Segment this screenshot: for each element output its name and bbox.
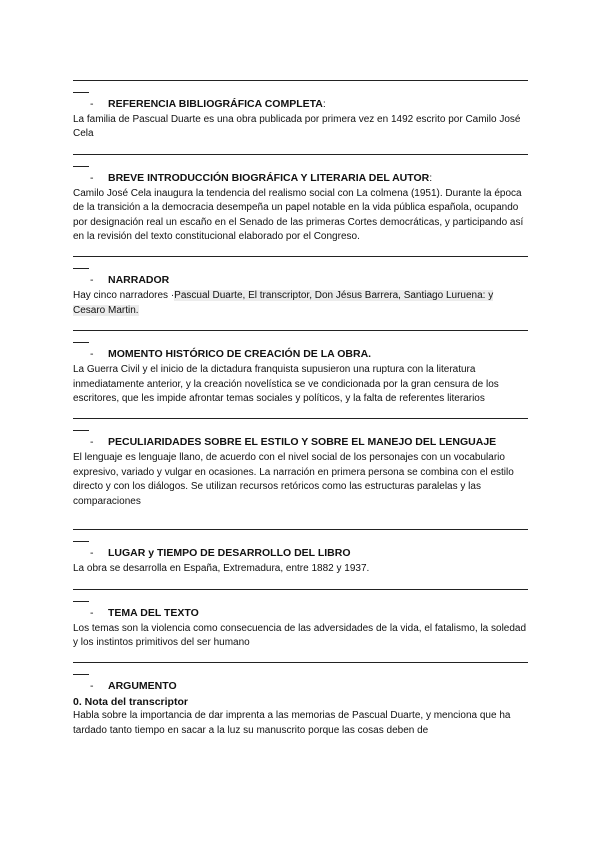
divider-rule bbox=[73, 320, 528, 344]
section-text-biografia: Camilo José Cela inaugura la tendencia del realismo social con La colmena (1951). Durante la época de la transición a la democracia desempeña un papel notable en la vida pública española, ocupando por designación real un escaño en el Senado de las primeras Cortes democráticas, y participando así en la revisión del texto constitucional elaborado por el Congreso. bbox=[73, 187, 524, 243]
divider-rule bbox=[73, 519, 528, 543]
divider-rule bbox=[73, 144, 528, 168]
section-text-argumento: Habla sobre la importancia de dar imprenta a las memorias de Pascual Duarte, y menciona que ha tardado tanto tiempo en sacar a la luz su manuscrito porque las cosas deben de bbox=[73, 710, 511, 736]
section-heading-estilo: - PECULIARIDADES SOBRE EL ESTILO Y SOBRE EL MANEJO DEL LENGUAJE bbox=[90, 436, 497, 449]
divider-rule bbox=[73, 246, 528, 270]
divider-rule bbox=[73, 70, 528, 94]
section-text-momento: La Guerra Civil y el inicio de la dictadura franquista supusieron una ruptura con la literatura inmediatamente anterior, y la creación novelística se ve condicionada por la gran censura de los escritores, que les impide afrontar temas sociales y políticos, y la falta de referentes literarios bbox=[73, 364, 499, 405]
section-text-estilo: El lenguaje es lenguaje llano, de acuerdo con el nivel social de los personajes con un vocabulario expresivo, variado y vulgar en ocasiones. La narración en primera persona se combina con el estilo directo y con los diálogos. Se utilizan recursos retóricos como las estructuras paralelas y las comparaciones bbox=[73, 452, 514, 507]
section-heading-lugar: - LUGAR y TIEMPO DE DESARROLLO DEL LIBRO bbox=[90, 547, 351, 560]
highlighted-narrators: Pascual Duarte, El transcriptor, Don Jésus Barrera, Santiago Luruena: y Cesaro Martin. bbox=[73, 290, 494, 316]
section-text-lugar: La obra se desarrolla en España, Extremadura, entre 1882 y 1937. bbox=[73, 563, 370, 575]
divider-rule bbox=[73, 652, 528, 676]
divider-rule bbox=[73, 579, 528, 603]
section-text-narrador: Hay cinco narradores ·Pascual Duarte, El transcriptor, Don Jésus Barrera, Santiago Luruena: y Cesaro Martin. bbox=[73, 290, 494, 316]
section-heading-biografia: - BREVE INTRODUCCIÓN BIOGRÁFICA Y LITERARIA DEL AUTOR: bbox=[90, 171, 433, 184]
section-heading-argumento: - ARGUMENTO bbox=[90, 680, 177, 693]
section-text-tema: Los temas son la violencia como consecuencia de las adversidades de la vida, el fatalismo, la soledad y los instintos primitivos del ser humano bbox=[73, 622, 527, 648]
section-heading-tema: - TEMA DEL TEXTO bbox=[90, 606, 199, 619]
section-text-referencia: La familia de Pascual Duarte es una obra publicada por primera vez en 1492 escrito por Camilo José Cela bbox=[73, 114, 521, 140]
divider-rule bbox=[73, 408, 528, 432]
document-page bbox=[73, 70, 528, 740]
subheading-nota-transcriptor: 0. Nota del transcriptor bbox=[73, 696, 188, 709]
section-heading-momento: - MOMENTO HISTÓRICO DE CREACIÓN DE LA OBRA. bbox=[90, 348, 372, 361]
section-heading-referencia: - REFERENCIA BIBLIOGRÁFICA COMPLETA: bbox=[90, 98, 326, 110]
section-heading-narrador: - NARRADOR bbox=[90, 274, 170, 287]
